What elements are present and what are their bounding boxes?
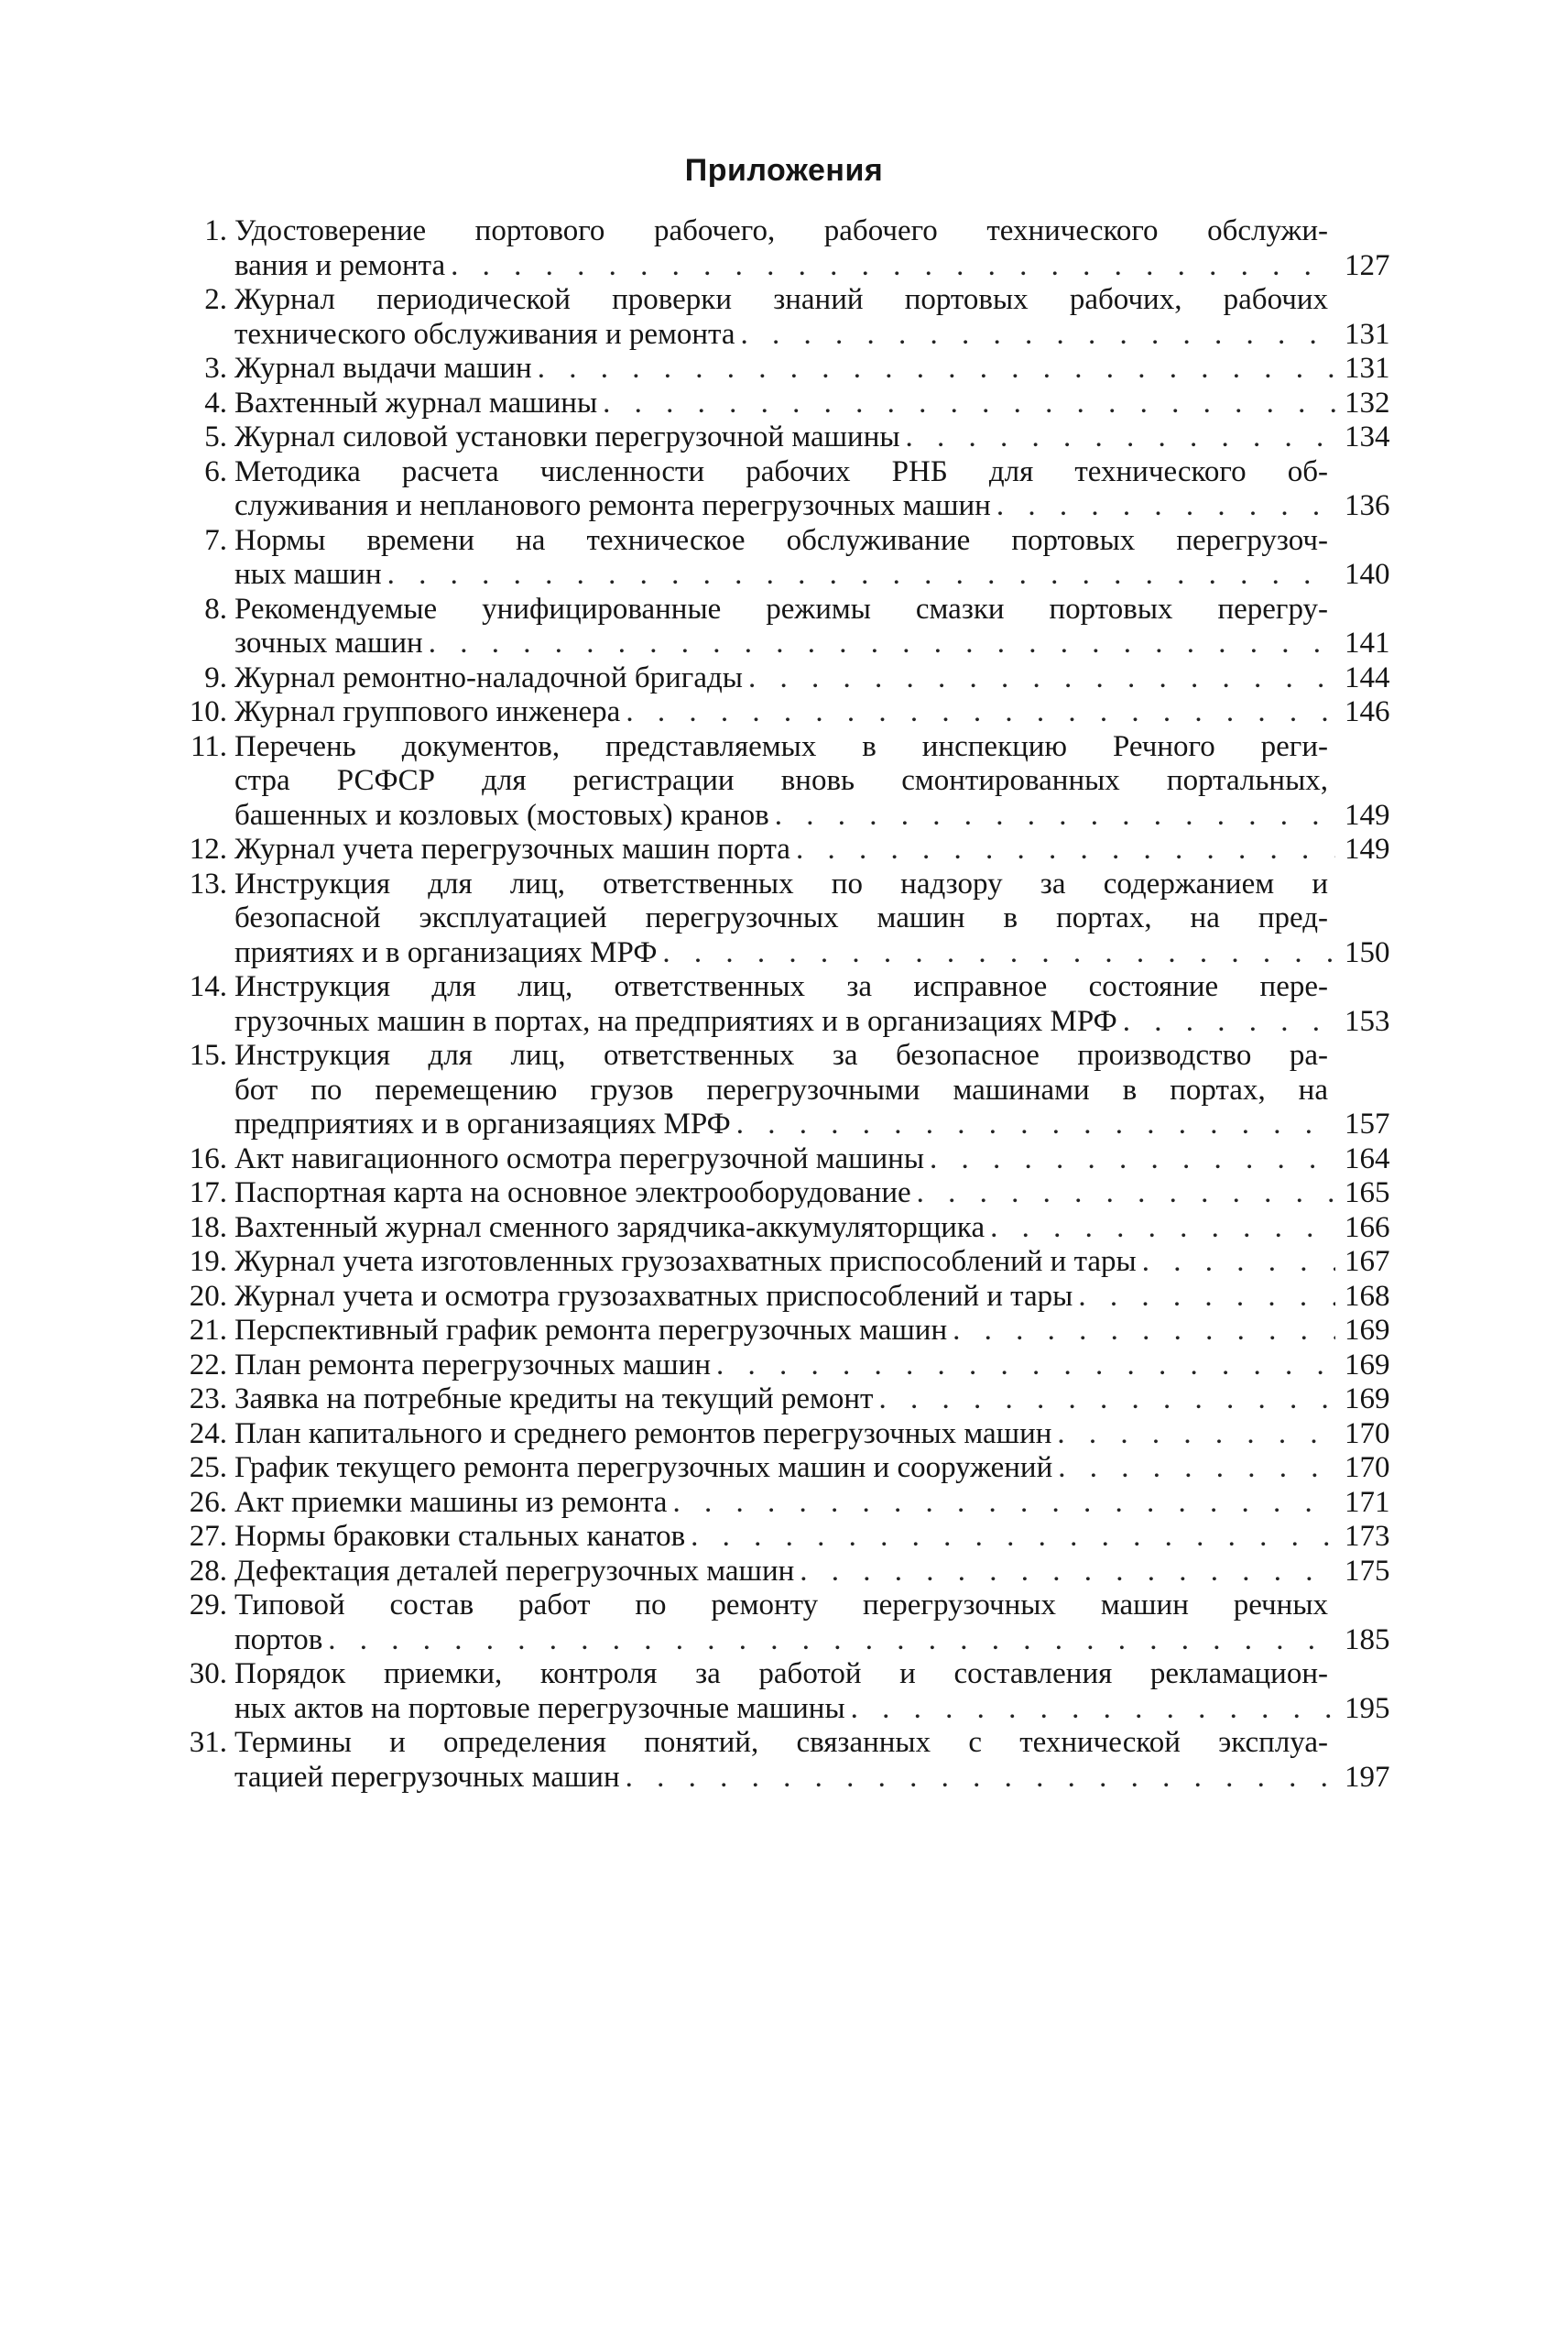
appendix-entry (174, 1349, 1401, 1383)
entry-line (234, 970, 1401, 1005)
entry-body (234, 1486, 1401, 1521)
entry-line (234, 1657, 1401, 1692)
dot-leader (796, 833, 1335, 868)
appendix-entry (174, 593, 1401, 661)
entry-body (234, 1657, 1401, 1726)
entry-title-text: Журнал учета перегрузочных машин порта (234, 833, 790, 866)
entry-title-text: Вахтенный журнал машины (234, 386, 598, 420)
entry-last-line (234, 1555, 1401, 1589)
entry-title-text: Паспортная карта на основное электрооборудование (234, 1176, 911, 1209)
entry-body (234, 1417, 1401, 1452)
entry-page-number: 169 (1345, 1348, 1390, 1381)
entry-title-text: График текущего ремонта перегрузочных машин и сооружений (234, 1451, 1053, 1484)
entry-last-line (234, 1486, 1401, 1521)
entry-title-text: Перечень документов, представляемых в инспекцию Речного реги- (234, 729, 1328, 763)
entry-number: 7. (204, 523, 227, 557)
entry-title-text: Рекомендуемые унифицированные режимы смазки портовых перегру- (234, 592, 1328, 626)
entry-last-line (234, 1349, 1401, 1383)
entry-title-text: Типовой состав работ по ремонту перегрузочных машин речных (234, 1589, 1328, 1622)
entry-body (234, 1142, 1401, 1177)
dot-leader (387, 558, 1335, 593)
appendix-entry (174, 1314, 1401, 1349)
entry-page-number: 164 (1345, 1141, 1390, 1175)
appendix-entry (174, 1555, 1401, 1589)
entry-last-line (234, 1761, 1401, 1796)
entry-last-line (234, 833, 1401, 868)
entry-number: 8. (204, 592, 227, 626)
entry-last-line (234, 420, 1401, 455)
entry-body (234, 1211, 1401, 1246)
entry-line (234, 901, 1401, 936)
entry-line (234, 214, 1401, 249)
entry-page-number: 197 (1345, 1760, 1390, 1794)
entry-title-text: Инструкция для лиц, ответственных за исправное состояние пере- (234, 970, 1328, 1003)
dot-leader (1058, 1451, 1335, 1486)
entry-page-number: 140 (1345, 558, 1390, 591)
entry-title-text: Акт приемки машины из ремонта (234, 1485, 668, 1519)
appendix-entry (174, 868, 1401, 971)
appendix-entry (174, 1245, 1401, 1280)
entry-number: 19. (189, 1245, 227, 1278)
entry-line (234, 1039, 1401, 1074)
entry-body (234, 1245, 1401, 1280)
appendix-entry (174, 1417, 1401, 1452)
entry-page-number: 134 (1345, 420, 1390, 453)
entry-line (234, 764, 1401, 799)
appendix-entry (174, 1280, 1401, 1315)
appendix-entry (174, 1142, 1401, 1177)
entry-body (234, 1589, 1401, 1657)
entry-title-text: Журнал учета изготовленных грузозахватных приспособлений и тары (234, 1245, 1137, 1278)
entry-number: 29. (189, 1589, 227, 1622)
appendix-entry (174, 833, 1401, 868)
entry-page-number: 175 (1345, 1554, 1390, 1588)
dot-leader (953, 1314, 1335, 1349)
appendix-entry (174, 1520, 1401, 1555)
entry-last-line (234, 318, 1401, 353)
entry-title-text: ных актов на портовые перегрузочные машины (234, 1691, 845, 1725)
entry-title-text: Термины и определения понятий, связанных с технической эксплуа- (234, 1726, 1328, 1759)
entry-number: 30. (189, 1657, 227, 1690)
appendix-entry (174, 387, 1401, 421)
entry-page-number: 170 (1345, 1416, 1390, 1450)
entry-number: 25. (189, 1451, 227, 1484)
entry-last-line (234, 1520, 1401, 1555)
dot-leader (662, 936, 1335, 971)
entry-title-text: Журнал группового инженера (234, 695, 621, 728)
entry-page-number: 185 (1345, 1622, 1390, 1656)
entry-page-number: 165 (1345, 1176, 1390, 1209)
entry-number: 23. (189, 1382, 227, 1415)
entry-line (234, 1074, 1401, 1108)
entry-body (234, 833, 1401, 868)
entry-page-number: 131 (1345, 317, 1390, 351)
entry-title-text: приятиях и в организациях МРФ (234, 935, 658, 969)
appendix-entry (174, 1211, 1401, 1246)
entry-body (234, 868, 1401, 971)
entry-body (234, 1039, 1401, 1142)
dot-leader (906, 420, 1335, 455)
entry-page-number: 150 (1345, 935, 1390, 969)
appendix-entry (174, 1039, 1401, 1142)
entry-title-text: Инструкция для лиц, ответственных по надзору за содержанием и (234, 867, 1328, 901)
appendix-entry (174, 1657, 1401, 1726)
entry-page-number: 171 (1345, 1485, 1390, 1519)
entry-title-text: Порядок приемки, контроля за работой и составления рекламацион- (234, 1657, 1328, 1690)
entry-line (234, 1589, 1401, 1623)
entry-title-text: Удостоверение портового рабочего, рабочего технического обслужи- (234, 214, 1328, 247)
entry-number: 10. (189, 695, 227, 728)
entry-body (234, 730, 1401, 834)
page-title: Приложения (684, 153, 884, 188)
entry-page-number: 136 (1345, 489, 1390, 522)
entry-number: 11. (190, 729, 227, 763)
entry-last-line (234, 1692, 1401, 1727)
entry-page-number: 149 (1345, 833, 1390, 866)
entry-last-line (234, 799, 1401, 834)
entry-page-number: 173 (1345, 1520, 1390, 1553)
entry-last-line (234, 936, 1401, 971)
entry-line (234, 524, 1401, 559)
dot-leader (748, 661, 1335, 696)
entry-number: 15. (189, 1039, 227, 1072)
dot-leader (917, 1176, 1335, 1211)
entry-page-number: 157 (1345, 1108, 1390, 1141)
entry-last-line (234, 1245, 1401, 1280)
dot-leader (1123, 1005, 1335, 1040)
dot-leader (736, 1108, 1335, 1142)
entry-page-number: 141 (1345, 627, 1390, 660)
entry-body (234, 1451, 1401, 1486)
appendix-entry (174, 214, 1401, 283)
entry-title-text: Нормы времени на техническое обслуживание портовых перегрузоч- (234, 523, 1328, 557)
appendix-entry (174, 1451, 1401, 1486)
entry-title-text: безопасной эксплуатацией перегрузочных машин в портах, на пред- (234, 901, 1328, 934)
entry-number: 13. (189, 867, 227, 901)
entry-line (234, 593, 1401, 628)
entry-page-number: 168 (1345, 1279, 1390, 1313)
dot-leader (626, 695, 1335, 730)
entry-last-line (234, 1280, 1401, 1315)
entry-body (234, 661, 1401, 696)
dot-leader (429, 627, 1335, 661)
entry-title-text: тацией перегрузочных машин (234, 1760, 620, 1794)
dot-leader (878, 1382, 1335, 1417)
entry-body (234, 1520, 1401, 1555)
entry-last-line (234, 695, 1401, 730)
entry-number: 26. (189, 1485, 227, 1519)
entry-line (234, 868, 1401, 902)
entry-title-text: Перспективный график ремонта перегрузочных машин (234, 1314, 948, 1347)
appendix-entry (174, 1486, 1401, 1521)
appendix-entry (174, 1176, 1401, 1211)
dot-leader (741, 318, 1335, 353)
entry-title-text: План ремонта перегрузочных машин (234, 1348, 712, 1381)
entry-title-text: Журнал периодической проверки знаний портовых рабочих, рабочих (234, 283, 1328, 316)
entry-number: 16. (189, 1141, 227, 1175)
entry-title-text: Инструкция для лиц, ответственных за безопасное производство ра- (234, 1039, 1328, 1072)
entry-page-number: 149 (1345, 798, 1390, 832)
entry-body (234, 1349, 1401, 1383)
appendix-entry (174, 524, 1401, 593)
dot-leader (800, 1555, 1335, 1589)
entry-title-text: зочных машин (234, 627, 423, 660)
entry-page-number: 131 (1345, 352, 1390, 385)
dot-leader (1057, 1417, 1335, 1452)
entry-number: 21. (189, 1314, 227, 1347)
entry-body (234, 1176, 1401, 1211)
appendix-entry (174, 1382, 1401, 1417)
entry-last-line (234, 661, 1401, 696)
entry-line (234, 730, 1401, 765)
appendix-entry (174, 970, 1401, 1039)
dot-leader (996, 489, 1335, 524)
entry-page-number: 146 (1345, 695, 1390, 728)
entry-number: 1. (204, 214, 227, 247)
entry-body (234, 283, 1401, 352)
entry-title-text: План капитального и среднего ремонтов перегрузочных машин (234, 1416, 1052, 1450)
entry-last-line (234, 1417, 1401, 1452)
entry-last-line (234, 387, 1401, 421)
dot-leader (451, 249, 1335, 284)
entry-page-number: 166 (1345, 1210, 1390, 1244)
entry-body (234, 970, 1401, 1039)
entry-line (234, 283, 1401, 318)
entry-last-line (234, 627, 1401, 661)
appendix-entry (174, 352, 1401, 387)
entry-title-text: служивания и непланового ремонта перегрузочных машин (234, 489, 991, 522)
entry-title-text: Журнал выдачи машин (234, 352, 532, 385)
entry-page-number: 153 (1345, 1004, 1390, 1038)
entry-title-text: вания и ремонта (234, 248, 446, 282)
entry-number: 31. (189, 1726, 227, 1759)
entry-title-text: Журнал ремонтно-наладочной бригады (234, 661, 743, 694)
dot-leader (775, 799, 1335, 834)
dot-leader (990, 1211, 1335, 1246)
entry-body (234, 1382, 1401, 1417)
entry-body (234, 1555, 1401, 1589)
entry-number: 4. (204, 386, 227, 420)
dot-leader (1078, 1280, 1335, 1315)
entry-body (234, 387, 1401, 421)
entry-body (234, 352, 1401, 387)
entry-last-line (234, 1314, 1401, 1349)
entry-last-line (234, 558, 1401, 593)
entry-page-number: 132 (1345, 386, 1390, 420)
appendix-entry (174, 661, 1401, 696)
entry-last-line (234, 1211, 1401, 1246)
entry-title-text: Нормы браковки стальных канатов (234, 1520, 686, 1553)
entry-number: 24. (189, 1416, 227, 1450)
entry-last-line (234, 1176, 1401, 1211)
entry-last-line (234, 1142, 1401, 1177)
entry-number: 14. (189, 970, 227, 1003)
entry-page-number: 169 (1345, 1314, 1390, 1347)
entry-body (234, 1314, 1401, 1349)
entry-body (234, 695, 1401, 730)
entry-line (234, 1726, 1401, 1761)
dot-leader (328, 1623, 1335, 1658)
entry-title-text: Акт навигационного осмотра перегрузочной машины (234, 1141, 924, 1175)
appendix-list (174, 214, 1401, 1795)
dot-leader (851, 1692, 1335, 1727)
entry-title-text: технического обслуживания и ремонта (234, 317, 735, 351)
entry-title-text: стра РСФСР для регистрации вновь смонтированных портальных, (234, 764, 1328, 797)
entry-last-line (234, 489, 1401, 524)
dot-leader (538, 352, 1335, 387)
entry-title-text: предприятиях и в организаяциях МРФ (234, 1108, 731, 1141)
entry-title-text: портов (234, 1622, 323, 1656)
entry-last-line (234, 249, 1401, 284)
entry-number: 3. (204, 352, 227, 385)
entry-number: 22. (189, 1348, 227, 1381)
entry-page-number: 195 (1345, 1691, 1390, 1725)
entry-body (234, 1726, 1401, 1795)
entry-number: 5. (204, 420, 227, 453)
entry-title-text: грузочных машин в портах, на предприятиях и в организациях МРФ (234, 1004, 1117, 1038)
entry-title-text: Дефектация деталей перегрузочных машин (234, 1554, 795, 1588)
entry-title-text: Журнал учета и осмотра грузозахватных приспособлений и тары (234, 1279, 1073, 1313)
entry-number: 20. (189, 1279, 227, 1313)
entry-body (234, 214, 1401, 283)
entry-body (234, 524, 1401, 593)
dot-leader (716, 1349, 1335, 1383)
dot-leader (1142, 1245, 1335, 1280)
dot-leader (691, 1520, 1335, 1555)
entry-last-line (234, 352, 1401, 387)
dot-leader (930, 1142, 1335, 1177)
entry-number: 17. (189, 1176, 227, 1209)
entry-title-text: ных машин (234, 558, 382, 591)
entry-title-text: башенных и козловых (мостовых) кранов (234, 798, 769, 832)
entry-title-text: Заявка на потребные кредиты на текущий ремонт (234, 1382, 874, 1415)
entry-page-number: 169 (1345, 1382, 1390, 1415)
dot-leader (626, 1761, 1335, 1796)
appendix-entry (174, 730, 1401, 834)
appendix-entry (174, 1726, 1401, 1795)
entry-last-line (234, 1451, 1401, 1486)
entry-body (234, 593, 1401, 661)
entry-body (234, 455, 1401, 524)
entry-last-line (234, 1623, 1401, 1658)
dot-leader (603, 387, 1335, 421)
entry-number: 12. (189, 833, 227, 866)
appendix-entry (174, 283, 1401, 352)
entry-last-line (234, 1382, 1401, 1417)
dot-leader (672, 1486, 1335, 1521)
entry-number: 6. (204, 454, 227, 488)
entry-title-text: Журнал силовой установки перегрузочной машины (234, 420, 900, 453)
entry-line (234, 455, 1401, 490)
entry-number: 28. (189, 1554, 227, 1588)
entry-last-line (234, 1108, 1401, 1142)
entry-number: 27. (189, 1520, 227, 1553)
entry-last-line (234, 1005, 1401, 1040)
appendix-entry (174, 455, 1401, 524)
entry-page-number: 144 (1345, 661, 1390, 694)
entry-page-number: 170 (1345, 1451, 1390, 1484)
entry-title-text: Вахтенный журнал сменного зарядчика-аккумуляторщика (234, 1210, 985, 1244)
entry-title-text: бот по перемещению грузов перегрузочными машинами в портах, на (234, 1073, 1328, 1107)
appendix-entry (174, 420, 1401, 455)
appendix-entry (174, 1589, 1401, 1657)
entry-body (234, 1280, 1401, 1315)
entry-title-text: Методика расчета численности рабочих РНБ для технического об- (234, 454, 1328, 488)
appendix-entry (174, 695, 1401, 730)
entry-number: 18. (189, 1210, 227, 1244)
entry-page-number: 167 (1345, 1245, 1390, 1278)
entry-page-number: 127 (1345, 248, 1390, 282)
entry-number: 2. (204, 283, 227, 316)
entry-number: 9. (204, 661, 227, 694)
entry-body (234, 420, 1401, 455)
